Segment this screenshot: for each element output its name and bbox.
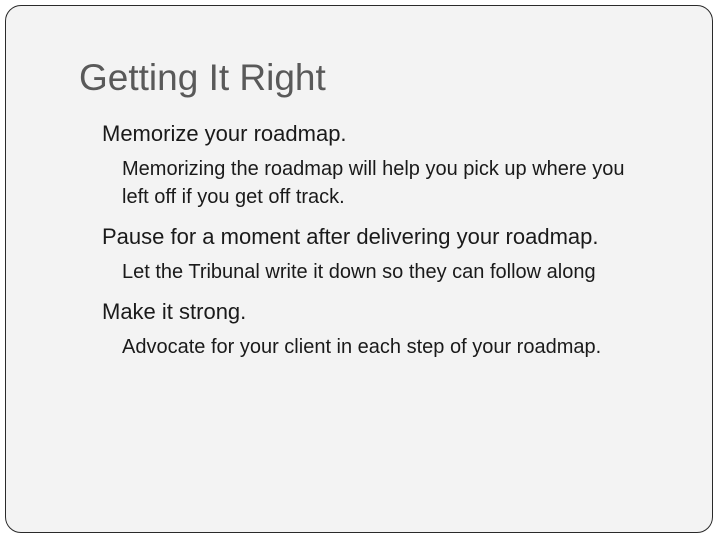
sub-bullet-item: [80, 258, 640, 286]
slide-title: Getting It Right: [79, 57, 326, 98]
sub-bullet-text: Let the Tribunal write it down so they can follow along: [122, 261, 596, 283]
sub-bullet-text: Advocate for your client in each step of your roadmap.: [122, 336, 602, 358]
sub-bullet-item: [80, 155, 640, 211]
bullet-text: Memorize your roadmap.: [102, 121, 347, 146]
sub-bullet-text: Memorizing the roadmap will help you pick up where you left off if you get off track.: [122, 158, 625, 208]
bullet-list: [80, 118, 640, 361]
bullet-item: [80, 118, 640, 149]
bullet-item: [80, 221, 640, 252]
sub-bullet-item: [80, 333, 640, 361]
bullet-text: Pause for a moment after delivering your roadmap.: [102, 224, 599, 249]
bullet-item: [80, 296, 640, 327]
bullet-text: Make it strong.: [102, 299, 247, 324]
